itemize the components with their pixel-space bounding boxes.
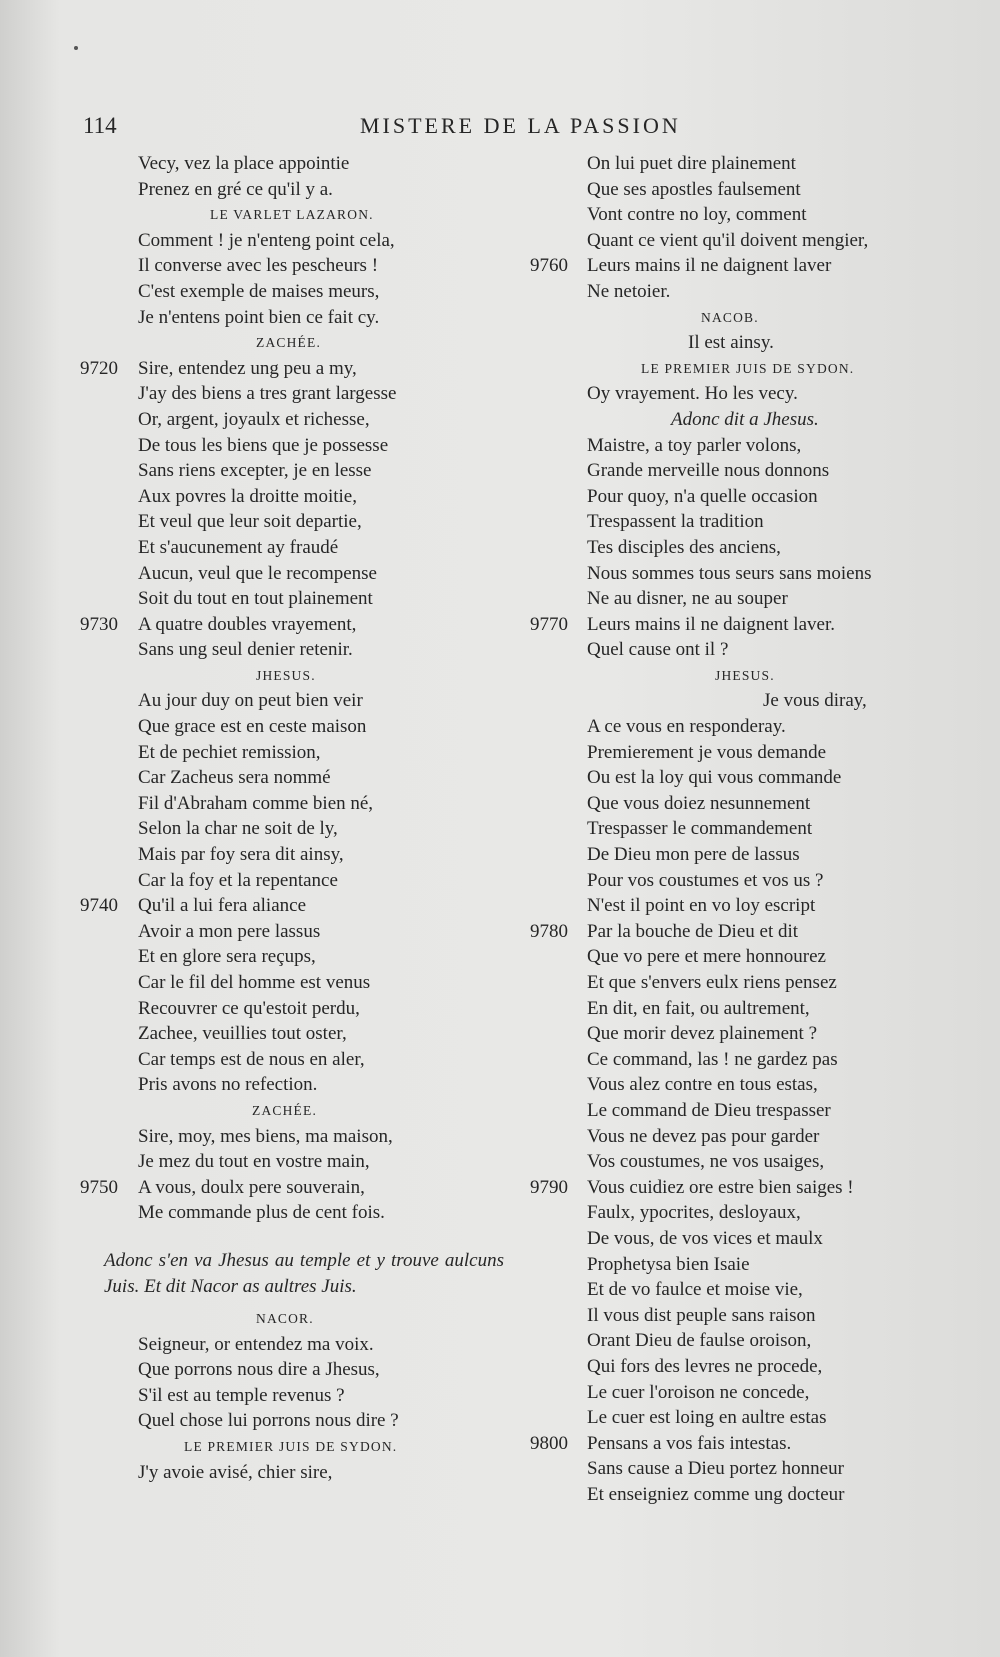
verse-line bbox=[525, 228, 945, 254]
verse-text: Oy vrayement. Ho les vecy. bbox=[587, 383, 798, 405]
verse-line bbox=[80, 458, 510, 484]
verse-line bbox=[525, 765, 945, 791]
verse-line bbox=[80, 356, 510, 382]
verse-line bbox=[80, 612, 510, 638]
verse-text: Orant Dieu de faulse oroison, bbox=[587, 1330, 812, 1352]
verse-text: Le command de Dieu trespasser bbox=[587, 1099, 831, 1121]
verse-text: En dit, en fait, ou aultrement, bbox=[587, 997, 810, 1019]
verse-text: Zachee, veuillies tout oster, bbox=[138, 1023, 347, 1045]
verse-text: Aux povres la droitte moitie, bbox=[138, 485, 357, 507]
verse-text: Il est ainsy. bbox=[688, 332, 774, 354]
verse-line bbox=[525, 1226, 945, 1252]
running-title: MISTERE DE LA PASSION bbox=[360, 113, 681, 138]
verse-text: Que morir devez plainement ? bbox=[587, 1023, 818, 1045]
verse-text: Me commande plus de cent fois. bbox=[138, 1202, 385, 1224]
verse-text: C'est exemple de maises meurs, bbox=[138, 280, 380, 302]
verse-line bbox=[525, 842, 945, 868]
verse-line bbox=[525, 1124, 945, 1150]
verse-line bbox=[525, 919, 945, 945]
verse-line bbox=[525, 714, 945, 740]
verse-line bbox=[80, 842, 510, 868]
line-number: 9800 bbox=[530, 1432, 568, 1454]
verse-text: Car temps est de nous en aler, bbox=[138, 1048, 365, 1070]
verse-line bbox=[80, 561, 510, 587]
verse-text: Je mez du tout en vostre main, bbox=[138, 1151, 370, 1173]
verse-line bbox=[525, 458, 945, 484]
verse-line bbox=[80, 919, 510, 945]
verse-text: Quant ce vient qu'il doivent mengier, bbox=[587, 229, 869, 251]
verse-line bbox=[80, 791, 510, 817]
stage-direction: Adonc s'en va Jhesus au temple et y trouve aulcuns Juis. Et dit Nacor as aultres Juis. bbox=[104, 1249, 504, 1297]
verse-text: Et enseigniez comme ung docteur bbox=[587, 1483, 845, 1505]
verse-line bbox=[525, 637, 945, 663]
verse-line bbox=[525, 177, 945, 203]
verse-text: Qui fors des levres ne procede, bbox=[587, 1355, 823, 1377]
speaker-name: ZACHÉE. bbox=[256, 335, 322, 351]
line-number: 9740 bbox=[80, 895, 118, 917]
verse-line bbox=[525, 868, 945, 894]
verse-text: Car Zacheus sera nommé bbox=[138, 767, 331, 789]
verse-text: Vos coustumes, ne vos usaiges, bbox=[587, 1151, 825, 1173]
verse-line bbox=[525, 381, 945, 407]
verse-text: Trespasser le commandement bbox=[587, 818, 813, 840]
verse-line bbox=[525, 1047, 945, 1073]
verse-text: J'y avoie avisé, chier sire, bbox=[138, 1461, 333, 1483]
speaker-name: NACOR. bbox=[256, 1310, 314, 1326]
verse-line bbox=[80, 688, 510, 714]
verse-line bbox=[80, 1200, 510, 1226]
verse-text: J'ay des biens a tres grant largesse bbox=[138, 383, 397, 405]
speaker-name: ZACHÉE. bbox=[252, 1102, 318, 1118]
verse-line bbox=[80, 279, 510, 305]
verse-text: Et en glore sera reçups, bbox=[138, 946, 316, 968]
verse-line bbox=[525, 253, 945, 279]
verse-line bbox=[525, 433, 945, 459]
verse-line bbox=[525, 535, 945, 561]
page-header bbox=[0, 113, 1000, 147]
verse-line bbox=[80, 253, 510, 279]
verse-line bbox=[80, 944, 510, 970]
verse-text: Vecy, vez la place appointie bbox=[138, 153, 350, 174]
verse-text: Leurs mains il ne daignent laver. bbox=[587, 613, 835, 635]
verse-text: Et que s'envers eulx riens pensez bbox=[587, 972, 837, 993]
verse-text: Que vo pere et mere honnourez bbox=[587, 946, 826, 968]
verse-line bbox=[80, 1357, 510, 1383]
verse-line bbox=[80, 1072, 510, 1098]
verse-text: Leurs mains il ne daignent laver bbox=[587, 255, 832, 277]
verse-text: Ou est la loy qui vous commande bbox=[587, 767, 842, 789]
verse-line bbox=[525, 1405, 945, 1431]
verse-text: Avoir a mon pere lassus bbox=[138, 920, 321, 942]
verse-text: Quel chose lui porrons nous dire ? bbox=[138, 1410, 399, 1432]
verse-line bbox=[80, 893, 510, 919]
verse-line bbox=[525, 1175, 945, 1201]
verse-line bbox=[525, 509, 945, 535]
verse-line bbox=[80, 1149, 510, 1175]
verse-text: A ce vous en responderay. bbox=[587, 716, 786, 738]
verse-text: Que porrons nous dire a Jhesus, bbox=[138, 1359, 380, 1381]
verse-line bbox=[80, 816, 510, 842]
line-number: 9760 bbox=[530, 255, 568, 277]
verse-line bbox=[80, 970, 510, 996]
verse-text: Pris avons no refection. bbox=[138, 1074, 318, 1096]
line-number: 9790 bbox=[530, 1176, 568, 1198]
verse-line bbox=[80, 305, 510, 331]
speaker-name: LE PREMIER JUIS DE SYDON. bbox=[641, 360, 855, 376]
verse-text: Ne netoier. bbox=[587, 280, 671, 302]
verse-line bbox=[80, 228, 510, 254]
verse-text: Et de pechiet remission, bbox=[138, 741, 321, 763]
verse-text: Comment ! je n'enteng point cela, bbox=[138, 229, 395, 251]
verse-text: Et de vo faulce et moise vie, bbox=[587, 1279, 803, 1301]
verse-line bbox=[80, 407, 510, 433]
right-column bbox=[525, 151, 945, 1507]
verse-text: Que grace est en ceste maison bbox=[138, 716, 367, 738]
verse-text: Trespassent la tradition bbox=[587, 511, 764, 533]
verse-text: Seigneur, or entendez ma voix. bbox=[138, 1333, 374, 1355]
verse-line bbox=[525, 1354, 945, 1380]
verse-text: De Dieu mon pere de lassus bbox=[587, 844, 800, 866]
verse-text: De tous les biens que je possesse bbox=[138, 434, 389, 456]
verse-text: Pour vos coustumes et vos us ? bbox=[587, 869, 824, 891]
verse-line bbox=[80, 868, 510, 894]
verse-line bbox=[525, 996, 945, 1022]
verse-text: Il converse avec les pescheurs ! bbox=[138, 255, 379, 277]
verse-line bbox=[525, 1277, 945, 1303]
verse-line bbox=[525, 151, 945, 177]
verse-line bbox=[525, 970, 945, 996]
line-number: 9780 bbox=[530, 920, 568, 942]
verse-text: A quatre doubles vrayement, bbox=[138, 613, 357, 635]
verse-line bbox=[525, 1200, 945, 1226]
verse-text: Quel cause ont il ? bbox=[587, 639, 729, 661]
verse-line bbox=[525, 1252, 945, 1278]
verse-line bbox=[80, 484, 510, 510]
verse-text: Ce command, las ! ne gardez pas bbox=[587, 1048, 838, 1070]
verse-line bbox=[525, 1149, 945, 1175]
verse-text: Fil d'Abraham comme bien né, bbox=[138, 792, 374, 814]
speaker-name: JHESUS. bbox=[715, 667, 775, 683]
verse-text: Que ses apostles faulsement bbox=[587, 178, 801, 200]
verse-line bbox=[80, 177, 510, 203]
verse-line bbox=[80, 509, 510, 535]
line-number: 9750 bbox=[80, 1176, 118, 1198]
verse-line bbox=[80, 714, 510, 740]
verse-line bbox=[80, 1047, 510, 1073]
line-number: 9730 bbox=[80, 613, 118, 635]
verse-text: A vous, doulx pere souverain, bbox=[138, 1176, 365, 1198]
verse-line bbox=[80, 1124, 510, 1150]
line-number: 9770 bbox=[530, 613, 568, 635]
verse-text: Je vous diray, bbox=[763, 690, 867, 712]
verse-line bbox=[80, 1383, 510, 1409]
verse-text: Recouvrer ce qu'estoit perdu, bbox=[138, 997, 360, 1019]
verse-line bbox=[80, 586, 510, 612]
verse-text: On lui puet dire plainement bbox=[587, 153, 796, 174]
verse-line bbox=[525, 1328, 945, 1354]
verse-text: Ne au disner, ne au souper bbox=[587, 588, 788, 610]
verse-line bbox=[525, 1431, 945, 1457]
line-number: 9720 bbox=[80, 357, 118, 379]
verse-text: Que vous doiez nesunnement bbox=[587, 792, 811, 814]
verse-text: Le cuer l'oroison ne concede, bbox=[587, 1381, 810, 1403]
verse-line bbox=[525, 1303, 945, 1329]
speaker-name: LE VARLET LAZARON. bbox=[210, 207, 374, 223]
verse-line bbox=[80, 1021, 510, 1047]
verse-line bbox=[80, 1175, 510, 1201]
verse-text: Qu'il a lui fera aliance bbox=[138, 895, 307, 917]
verse-line bbox=[80, 151, 510, 177]
verse-text: Or, argent, joyaulx et richesse, bbox=[138, 408, 370, 430]
verse-line bbox=[525, 791, 945, 817]
verse-line bbox=[525, 330, 945, 356]
verse-text: Pensans a vos fais intestas. bbox=[587, 1432, 792, 1454]
verse-line bbox=[525, 279, 945, 305]
verse-line bbox=[80, 1332, 510, 1358]
verse-text: Premierement je vous demande bbox=[587, 741, 827, 763]
verse-text: Faulx, ypocrites, desloyaux, bbox=[587, 1202, 801, 1224]
verse-text: Car la foy et la repentance bbox=[138, 869, 338, 891]
verse-line bbox=[525, 1456, 945, 1482]
verse-line bbox=[525, 1072, 945, 1098]
page-number: 114 bbox=[83, 113, 117, 138]
verse-text: Par la bouche de Dieu et dit bbox=[587, 920, 799, 942]
verse-text: Car le fil del homme est venus bbox=[138, 972, 371, 993]
verse-text: De vous, de vos vices et maulx bbox=[587, 1227, 823, 1249]
verse-text: Prophetysa bien Isaie bbox=[587, 1253, 750, 1275]
verse-line bbox=[80, 433, 510, 459]
verse-line bbox=[525, 561, 945, 587]
verse-line bbox=[525, 612, 945, 638]
left-column bbox=[80, 151, 510, 1485]
verse-text: Pour quoy, n'a quelle occasion bbox=[587, 485, 818, 507]
verse-line bbox=[525, 816, 945, 842]
verse-text: S'il est au temple revenus ? bbox=[138, 1384, 345, 1406]
verse-text: Et s'aucunement ay fraudé bbox=[138, 536, 339, 558]
speaker-name: LE PREMIER JUIS DE SYDON. bbox=[184, 1438, 398, 1454]
verse-text: Sans cause a Dieu portez honneur bbox=[587, 1458, 844, 1480]
verse-text: Vous alez contre en tous estas, bbox=[587, 1074, 818, 1096]
verse-text: Aucun, veul que le recompense bbox=[138, 562, 377, 584]
verse-line bbox=[525, 484, 945, 510]
verse-text: Maistre, a toy parler volons, bbox=[587, 434, 802, 456]
verse-line bbox=[525, 688, 945, 714]
verse-text: N'est il point en vo loy escript bbox=[587, 895, 816, 917]
verse-text: Sans ung seul denier retenir. bbox=[138, 639, 353, 661]
verse-line bbox=[80, 637, 510, 663]
verse-text: Soit du tout en tout plainement bbox=[138, 588, 373, 610]
verse-line bbox=[525, 740, 945, 766]
ink-speck bbox=[74, 46, 78, 50]
verse-line bbox=[525, 944, 945, 970]
verse-line bbox=[525, 1380, 945, 1406]
speaker-name: JHESUS. bbox=[256, 667, 316, 683]
verse-text: Sans riens excepter, je en lesse bbox=[138, 460, 372, 482]
stage-direction: Adonc dit a Jhesus. bbox=[671, 408, 819, 430]
verse-text: Vous ne devez pas pour garder bbox=[587, 1125, 820, 1147]
verse-line bbox=[80, 1460, 510, 1486]
verse-line bbox=[525, 1098, 945, 1124]
verse-line bbox=[525, 1482, 945, 1508]
verse-text: Grande merveille nous donnons bbox=[587, 460, 830, 482]
verse-line bbox=[525, 1021, 945, 1047]
verse-line bbox=[80, 535, 510, 561]
verse-text: Sire, entendez ung peu a my, bbox=[138, 357, 357, 379]
verse-line bbox=[80, 740, 510, 766]
verse-text: Le cuer est loing en aultre estas bbox=[587, 1407, 827, 1429]
verse-line bbox=[525, 586, 945, 612]
verse-line bbox=[80, 1408, 510, 1434]
verse-line bbox=[80, 996, 510, 1022]
verse-text: Mais par foy sera dit ainsy, bbox=[138, 844, 344, 866]
verse-line bbox=[80, 765, 510, 791]
verse-text: Vous cuidiez ore estre bien saiges ! bbox=[587, 1176, 854, 1198]
verse-text: Tes disciples des anciens, bbox=[587, 536, 781, 558]
verse-text: Sire, moy, mes biens, ma maison, bbox=[138, 1125, 393, 1147]
verse-text: Au jour duy on peut bien veir bbox=[138, 690, 363, 712]
verse-text: Vont contre no loy, comment bbox=[587, 204, 807, 226]
verse-line bbox=[525, 202, 945, 228]
verse-line bbox=[80, 381, 510, 407]
verse-text: Selon la char ne soit de ly, bbox=[138, 818, 338, 840]
verse-text: Je n'entens point bien ce fait cy. bbox=[138, 306, 380, 328]
speaker-name: NACOB. bbox=[701, 309, 759, 325]
verse-line bbox=[525, 893, 945, 919]
verse-text: Nous sommes tous seurs sans moiens bbox=[587, 562, 872, 584]
verse-text: Il vous dist peuple sans raison bbox=[587, 1304, 816, 1326]
verse-text: Prenez en gré ce qu'il y a. bbox=[138, 178, 333, 200]
verse-text: Et veul que leur soit departie, bbox=[138, 511, 362, 533]
